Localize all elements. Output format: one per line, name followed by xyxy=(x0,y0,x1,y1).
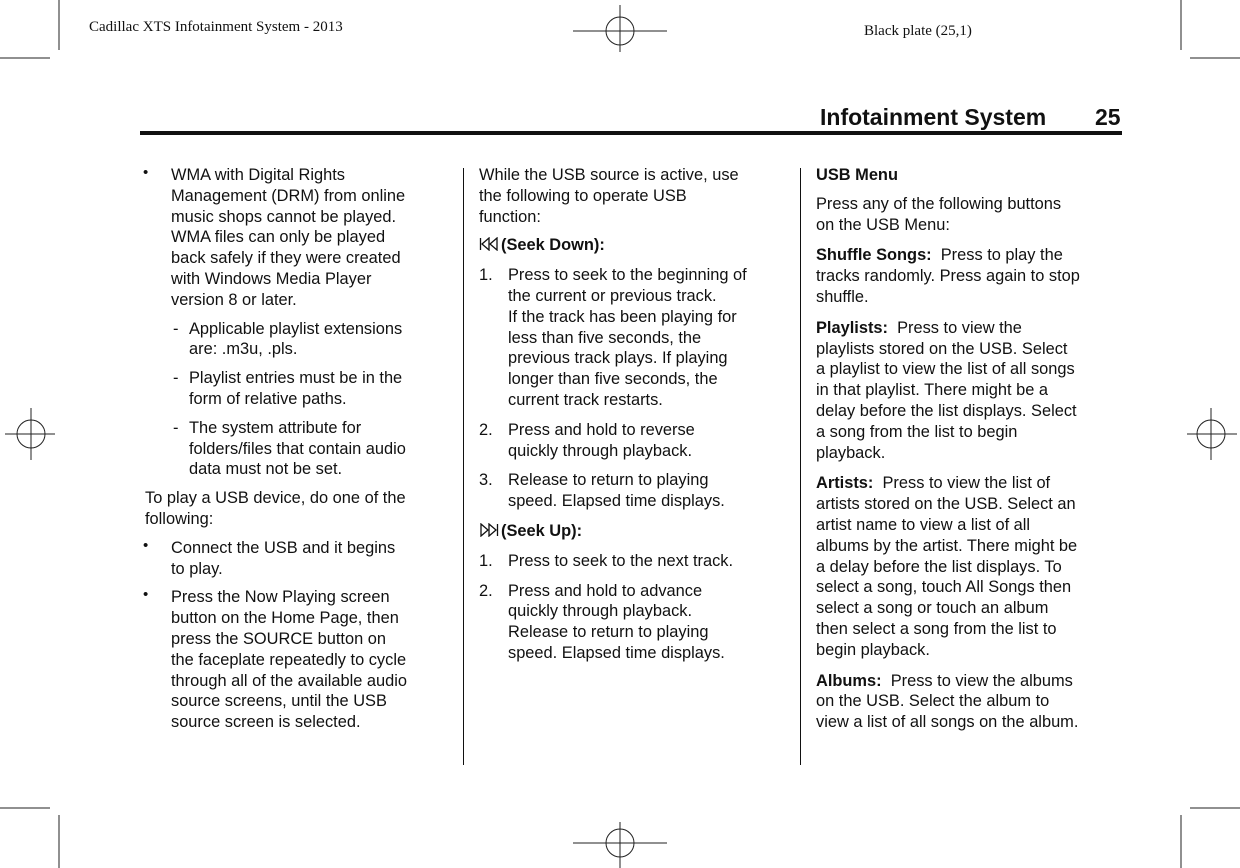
text-line: quickly through playback. xyxy=(508,602,693,621)
text-line xyxy=(816,318,1124,339)
text-line: the faceplate repeatedly to cycle xyxy=(171,650,407,669)
text-line: a song from the list to begin xyxy=(816,422,1018,441)
text-line: source screens, until the USB xyxy=(171,692,387,711)
text-line: folders/files that contain audio xyxy=(189,439,406,458)
text-line: albums by the artist. There might be xyxy=(816,536,1078,555)
text-line: quickly through playback. xyxy=(508,441,693,460)
bullet-glyph: • xyxy=(143,536,149,554)
text-line: speed. Elapsed time displays. xyxy=(508,643,725,662)
artists-entry xyxy=(816,473,1124,660)
text-line: WMA with Digital Rights xyxy=(171,166,345,184)
numbered-step xyxy=(479,265,789,411)
bullet-item xyxy=(145,587,450,733)
text-line: data must not be set. xyxy=(189,460,343,479)
text-line: Press to seek to the beginning of xyxy=(508,266,747,285)
text-line: Press the Now Playing screen xyxy=(171,588,390,607)
text-line: begin playback. xyxy=(816,640,930,659)
text-line: playback. xyxy=(816,443,886,462)
text-line: on the USB. Select the album to xyxy=(816,692,1050,711)
seek-up-heading xyxy=(479,521,789,542)
dash-item xyxy=(145,418,450,480)
dash-glyph: - xyxy=(173,369,179,388)
text-line: Connect the USB and it begins xyxy=(171,538,396,557)
text-line: Playlist entries must be in the xyxy=(189,369,403,388)
text-line: The system attribute for xyxy=(189,418,362,437)
text-line: tracks randomly. Press again to stop xyxy=(816,267,1080,286)
text-line: To play a USB device, do one of the xyxy=(145,489,406,508)
text-line: current track restarts. xyxy=(508,390,663,409)
column-divider xyxy=(800,168,801,765)
numbered-step xyxy=(479,420,789,462)
text-line: artist name to view a list of all xyxy=(816,515,1031,534)
term-label: Shuffle Songs: xyxy=(816,246,932,265)
text-line: back safely if they were created xyxy=(171,249,401,268)
text-line: form of relative paths. xyxy=(189,389,347,408)
albums-entry xyxy=(816,671,1124,733)
text-line: Press and hold to reverse xyxy=(508,420,695,439)
text-line: press the SOURCE button on xyxy=(171,629,387,648)
shuffle-songs-entry xyxy=(816,245,1124,307)
text-line xyxy=(816,671,1124,692)
text-line: Press and hold to advance xyxy=(508,581,703,600)
page-number: 25 xyxy=(1095,104,1121,130)
seek-down-label: (Seek Down): xyxy=(501,236,605,255)
text-line: delay before the list displays. Select xyxy=(816,401,1077,420)
text-line: less than five seconds, the xyxy=(508,328,702,347)
term-label: Artists: xyxy=(816,474,874,493)
dash-glyph: - xyxy=(173,319,179,338)
text-line: WMA files can only be played xyxy=(171,228,386,247)
column-divider xyxy=(463,168,464,765)
text-line: playlists stored on the USB. Select xyxy=(816,339,1068,358)
text-line: are: .m3u, .pls. xyxy=(189,340,298,359)
running-header-left: Cadillac XTS Infotainment System - 2013 xyxy=(89,19,343,35)
running-header-right: Black plate (25,1) xyxy=(864,23,972,39)
text-fragment: Press to play the xyxy=(940,246,1063,265)
bullet-glyph: • xyxy=(143,164,149,181)
step-number: 1. xyxy=(479,551,493,570)
text-line: through all of the available audio xyxy=(171,671,408,690)
text-line: Release to return to playing xyxy=(508,623,709,642)
text-line: following: xyxy=(145,509,214,528)
text-line: source screen is selected. xyxy=(171,713,361,732)
term-label: Playlists: xyxy=(816,318,888,337)
numbered-step xyxy=(479,470,789,512)
dash-glyph: - xyxy=(173,418,179,437)
text-line: function: xyxy=(479,207,541,226)
step-number: 3. xyxy=(479,471,493,490)
numbered-step xyxy=(479,551,789,572)
text-line: then select a song from the list to xyxy=(816,619,1057,638)
paragraph xyxy=(816,194,1124,236)
column-1 xyxy=(145,165,450,741)
text-line: speed. Elapsed time displays. xyxy=(508,492,725,511)
text-line: in that playlist. There might be a xyxy=(816,381,1049,400)
text-line: with Windows Media Player xyxy=(171,269,372,288)
bullet-item xyxy=(145,165,450,311)
text-line: longer than five seconds, the xyxy=(508,370,718,389)
paragraph xyxy=(479,165,789,227)
text-line: the following to operate USB xyxy=(479,186,687,205)
text-line: on the USB Menu: xyxy=(816,215,950,234)
text-line: to play. xyxy=(171,559,223,578)
header-rule xyxy=(140,131,1122,135)
seek-down-heading xyxy=(479,235,789,256)
text-line: version 8 or later. xyxy=(171,290,297,309)
text-line: button on the Home Page, then xyxy=(171,609,399,628)
text-fragment: Press to view the xyxy=(897,318,1022,337)
text-line: If the track has been playing for xyxy=(508,307,737,326)
bullet-item xyxy=(145,538,450,580)
text-line: select a song, touch All Songs then xyxy=(816,578,1072,597)
numbered-step xyxy=(479,581,789,664)
text-line: Press any of the following buttons xyxy=(816,194,1062,213)
dash-item xyxy=(145,319,450,361)
text-line: Management (DRM) from online xyxy=(171,186,406,205)
column-3 xyxy=(816,165,1124,741)
text-line: shuffle. xyxy=(816,287,869,306)
text-line xyxy=(816,245,1124,266)
text-line: previous track plays. If playing xyxy=(508,349,728,368)
column-2 xyxy=(479,165,789,673)
step-number: 2. xyxy=(479,420,493,439)
text-line: music shops cannot be played. xyxy=(171,207,397,226)
paragraph xyxy=(145,488,450,530)
text-line: While the USB source is active, use xyxy=(479,166,739,184)
text-line: Release to return to playing xyxy=(508,471,709,490)
bullet-glyph: • xyxy=(143,586,149,604)
text-line: select a song or touch an album xyxy=(816,599,1049,618)
text-line: view a list of all songs on the album. xyxy=(816,713,1079,732)
section-title: Infotainment System xyxy=(820,104,1047,130)
text-line: the current or previous track. xyxy=(508,286,717,305)
step-number: 1. xyxy=(479,266,493,285)
text-line: artists stored on the USB. Select an xyxy=(816,495,1076,514)
text-line: a playlist to view the list of all songs xyxy=(816,360,1075,379)
seek-up-icon xyxy=(479,523,499,537)
usb-menu-heading: USB Menu xyxy=(816,166,898,184)
text-line xyxy=(816,473,1124,494)
seek-up-label: (Seek Up): xyxy=(501,521,583,540)
term-label: Albums: xyxy=(816,671,882,690)
playlists-entry xyxy=(816,318,1124,464)
step-number: 2. xyxy=(479,581,493,600)
text-line: a delay before the list displays. To xyxy=(816,557,1062,576)
text-fragment: Press to view the albums xyxy=(890,671,1073,690)
seek-down-icon xyxy=(479,237,499,251)
dash-item xyxy=(145,368,450,410)
text-fragment: Press to view the list of xyxy=(882,474,1051,493)
text-line: Press to seek to the next track. xyxy=(508,551,734,570)
text-line: Applicable playlist extensions xyxy=(189,319,403,338)
